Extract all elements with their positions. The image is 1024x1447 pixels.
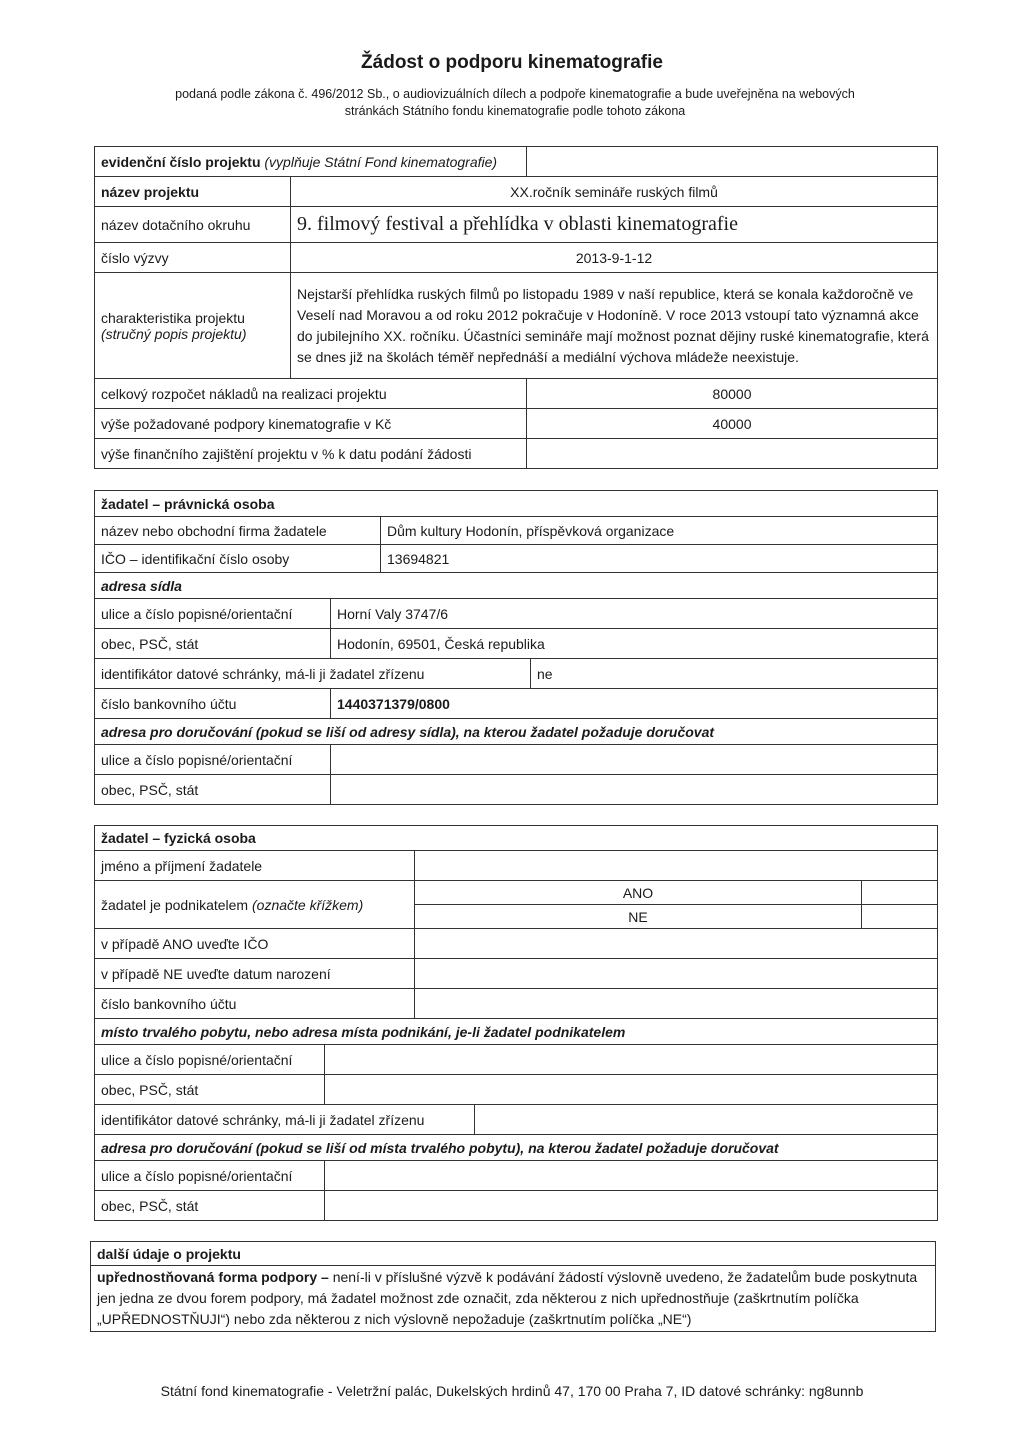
natural-person-table (94, 825, 938, 1221)
ico-label: IČO – identifikační číslo osoby (95, 545, 381, 573)
legal-name-label: název nebo obchodní firma žadatele (95, 517, 381, 545)
person-databox-value[interactable] (475, 1105, 938, 1135)
evidence-value[interactable] (527, 147, 938, 177)
databox-value[interactable]: ne (531, 659, 938, 689)
residence-city-value[interactable] (325, 1075, 938, 1105)
legal-name-value[interactable]: Dům kultury Hodonín, příspěvková organizace (381, 517, 938, 545)
subtitle-line-1: podaná podle zákona č. 496/2012 Sb., o audiovizuálních dílech a podpoře kinematografie a bude uveřejněna na webových (175, 87, 855, 101)
entrepreneur-no-label: NE (415, 905, 862, 929)
city-value[interactable]: Hodonín, 69501, Česká republika (331, 629, 938, 659)
birth-label: v případě NE uveďte datum narození (95, 959, 415, 989)
entrepreneur-no-checkbox[interactable] (862, 905, 938, 929)
characteristic-label: charakteristika projektu (101, 309, 245, 326)
project-name-label: název projektu (95, 177, 291, 207)
legal-person-title: žadatel – právnická osoba (95, 491, 938, 517)
entrepreneur-label: žadatel je podnikatelem (101, 896, 249, 913)
delivery-city-value[interactable] (331, 775, 938, 805)
evidence-label: evidenční číslo projektu (101, 153, 261, 170)
funding-value[interactable] (527, 439, 938, 469)
subtitle-line-2: stránkách Státního fondu kinematografie podle tohoto zákona (344, 104, 686, 118)
databox-label: identifikátor datové schránky, má-li ji žadatel zřízenu (95, 659, 531, 689)
residence-title: místo trvalého pobytu, nebo adresa místa podnikání, je-li žadatel podnikatelem (95, 1019, 938, 1045)
person-delivery-street-label: ulice a číslo popisné/orientační (95, 1161, 325, 1191)
ico-value[interactable]: 13694821 (381, 545, 938, 573)
preference-cell (91, 1266, 936, 1332)
support-label: výše požadované podpory kinematografie v Kč (95, 409, 527, 439)
person-delivery-title: adresa pro doručování (pokud se liší od místa trvalého pobytu), na kterou žadatel požaduje doručovat (95, 1135, 938, 1161)
legal-person-table (94, 490, 938, 805)
call-value[interactable]: 2013-9-1-12 (291, 243, 938, 273)
person-bank-label: číslo bankovního účtu (95, 989, 415, 1019)
footer-text: Státní fond kinematografie - Veletržní palác, Dukelských hrdinů 47, 170 00 Praha 7, ID datové schránky: ng8unnb (160, 1383, 864, 1399)
grant-area-value[interactable]: 9. filmový festival a přehlídka v oblasti kinematografie (291, 207, 938, 243)
person-ico-label: v případě ANO uveďte IČO (95, 929, 415, 959)
preference-text: není-li v příslušné výzvě k podávání žádostí výslovně uvedeno, že žadatelům bude poskytnuta jen jedna ze dvou forem podpory, má žadatel možnost zde označit, zda některou z nich upřednostňuje (zaškrtnutím políčka „UPŘEDNOSTŇUJI“) nebo zda některou z nich výslovně nepožaduje (zaškrtnutím políčka „NE“) (97, 1269, 918, 1327)
residence-street-label: ulice a číslo popisné/orientační (95, 1045, 325, 1075)
document-title: Žádost o podporu kinematografie (361, 52, 663, 73)
person-databox-label: identifikátor datové schránky, má-li ji žadatel zřízenu (95, 1105, 475, 1135)
characteristic-value[interactable]: Nejstarší přehlídka ruských filmů po listopadu 1989 v naší republice, která se konala každoročně ve Veselí nad Moravou a od roku 2012 pokračuje v Hodoníně. V roce 2013 vstoupí tato významná akce do jubilejního XX. ročníku. Účastníci semináře mají možnost poznat dějiny ruské kinematografie, která se dnes již na školách téměř nepřednáší a mediální výchova mládeže neexistuje. (291, 273, 938, 379)
document-subtitle (120, 86, 910, 120)
city-label: obec, PSČ, stát (95, 629, 331, 659)
street-label: ulice a číslo popisné/orientační (95, 599, 331, 629)
grant-area-label: název dotačního okruhu (95, 207, 291, 243)
delivery-street-value[interactable] (331, 745, 938, 775)
other-data-table (90, 1241, 936, 1332)
person-name-value[interactable] (415, 851, 938, 881)
characteristic-note: (stručný popis projektu) (101, 325, 247, 342)
residence-city-label: obec, PSČ, stát (95, 1075, 325, 1105)
person-delivery-street-value[interactable] (325, 1161, 938, 1191)
natural-person-title: žadatel – fyzická osoba (95, 826, 938, 851)
person-delivery-city-value[interactable] (325, 1191, 938, 1221)
birth-value[interactable] (415, 959, 938, 989)
bank-value[interactable]: 1440371379/0800 (331, 689, 938, 719)
person-delivery-city-label: obec, PSČ, stát (95, 1191, 325, 1221)
budget-value[interactable]: 80000 (527, 379, 938, 409)
preference-label: upřednostňovaná forma podpory – (97, 1269, 329, 1285)
person-bank-value[interactable] (415, 989, 938, 1019)
project-name-value[interactable]: XX.ročník semináře ruských filmů (291, 177, 938, 207)
delivery-street-label: ulice a číslo popisné/orientační (95, 745, 331, 775)
call-label: číslo výzvy (95, 243, 291, 273)
entrepreneur-note: (označte křížkem) (252, 896, 364, 913)
characteristic-label-cell (95, 273, 291, 379)
project-table (94, 146, 938, 469)
support-value[interactable]: 40000 (527, 409, 938, 439)
other-section-title: další údaje o projektu (91, 1242, 936, 1266)
entrepreneur-yes-checkbox[interactable] (862, 881, 938, 905)
bank-label: číslo bankovního účtu (95, 689, 331, 719)
funding-label: výše finančního zajištění projektu v % k datu podání žádosti (95, 439, 527, 469)
person-name-label: jméno a příjmení žadatele (95, 851, 415, 881)
address-title: adresa sídla (95, 573, 938, 599)
delivery-city-label: obec, PSČ, stát (95, 775, 331, 805)
delivery-title: adresa pro doručování (pokud se liší od adresy sídla), na kterou žadatel požaduje doručovat (95, 719, 938, 745)
residence-street-value[interactable] (325, 1045, 938, 1075)
evidence-note: (vyplňuje Státní Fond kinematografie) (264, 153, 498, 170)
entrepreneur-label-cell (95, 881, 415, 929)
entrepreneur-yes-label: ANO (415, 881, 862, 905)
person-ico-value[interactable] (415, 929, 938, 959)
budget-label: celkový rozpočet nákladů na realizaci projektu (95, 379, 527, 409)
street-value[interactable]: Horní Valy 3747/6 (331, 599, 938, 629)
evidence-label-cell (95, 147, 527, 177)
